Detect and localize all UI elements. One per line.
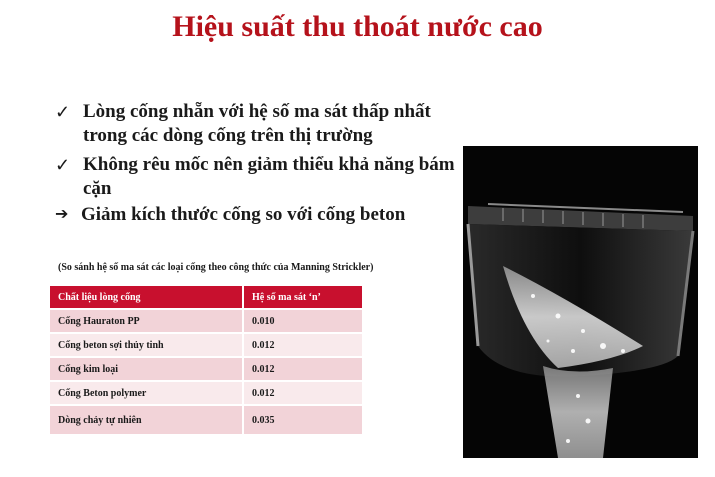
arrow-right-icon: ➔ [55,206,69,223]
table-row [50,357,362,381]
checkmark-icon: ✓ [55,102,71,122]
material-cell: Dòng chảy tự nhiên [50,405,243,434]
bullet-text: Lòng cống nhẵn với hệ số ma sát thấp nhất trong các dòng cống trên thị trường [83,101,431,146]
column-header-coefficient: Hệ số ma sát ‘n’ [243,286,362,309]
coefficient-cell: 0.010 [243,309,362,333]
coefficient-cell: 0.012 [243,381,362,405]
material-cell: Cống beton sợi thủy tinh [50,333,243,357]
friction-table [50,286,362,434]
material-cell: Cống Beton polymer [50,381,243,405]
material-cell: Cống kim loại [50,357,243,381]
table-row [50,405,362,434]
coefficient-cell: 0.012 [243,333,362,357]
coefficient-cell: 0.012 [243,357,362,381]
table-row [50,381,362,405]
column-header-material: Chất liệu lòng cống [50,286,243,309]
checkmark-icon: ✓ [55,155,71,175]
bullet-text: Không rêu mốc nên giảm thiểu khả năng bám cặn [83,154,455,199]
table-row [50,333,362,357]
bullet-item [55,100,455,148]
conclusion-item [55,203,455,227]
bullet-item [55,153,455,201]
table-row [50,309,362,333]
bullet-list [55,100,455,232]
page-title: Hiệu suất thu thoát nước cao [172,10,543,43]
material-cell: Cống Hauraton PP [50,309,243,333]
drainage-channel-photo [463,146,698,458]
conclusion-text: Giảm kích thước cống so với cống beton [81,204,406,225]
coefficient-cell: 0.035 [243,405,362,434]
table-header-row [50,286,362,309]
comparison-note: (So sánh hệ số ma sát các loại cống theo công thức của Manning Strickler) [58,262,374,273]
